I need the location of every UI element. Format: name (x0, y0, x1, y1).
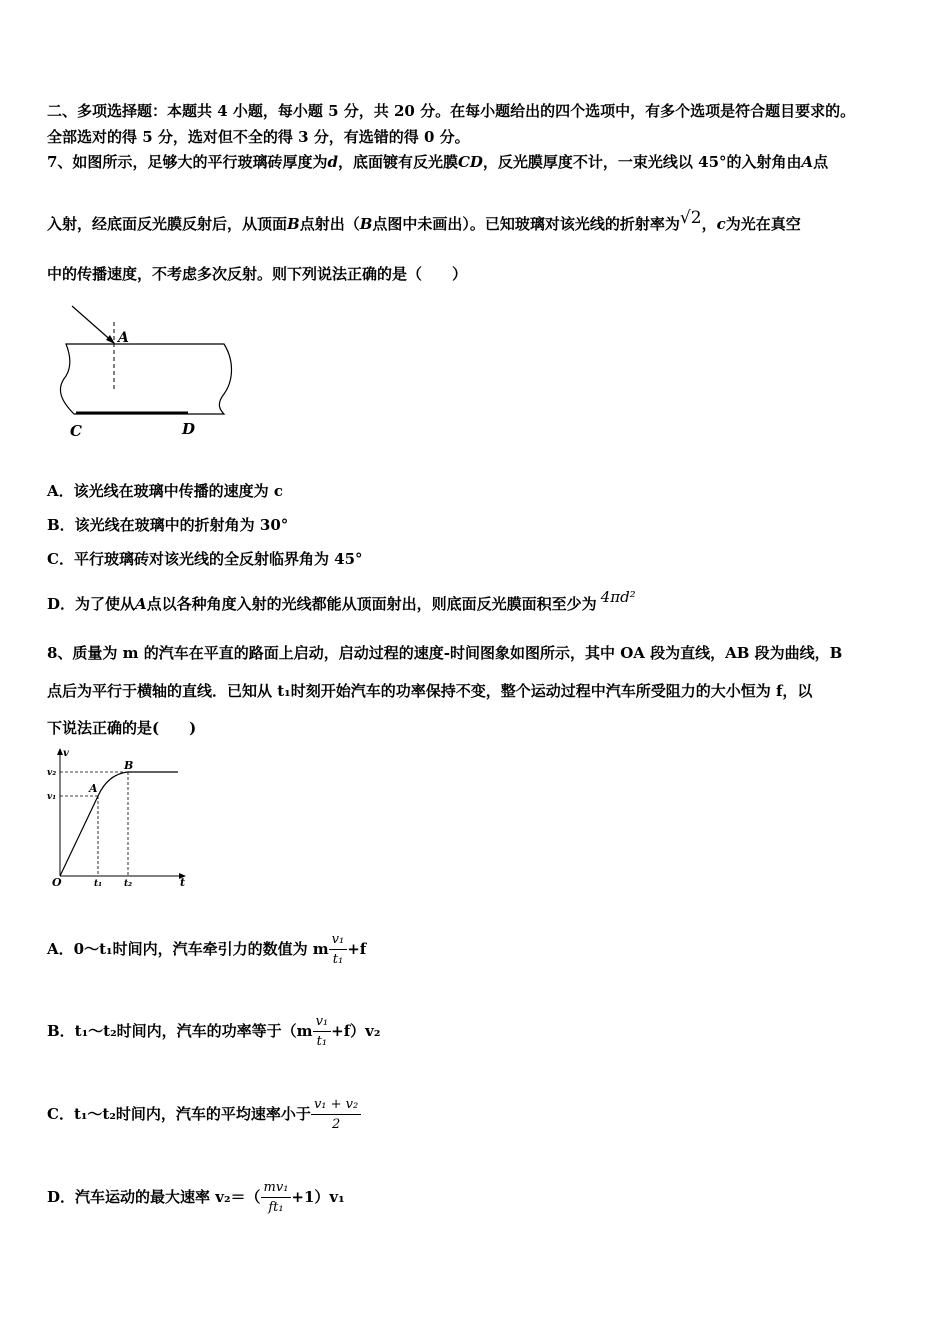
label-o: O (52, 876, 62, 889)
section-header-line-2: 全部选对的得 5 分，选对但不全的得 3 分，有选错的得 0 分。 (47, 128, 470, 146)
q8-stem-line-3: 下说法正确的是( ) (47, 719, 197, 737)
label-v2: v₂ (47, 768, 57, 778)
label-t: t (180, 876, 186, 889)
q8-stem-line-1: 8、质量为 m 的汽车在平直的路面上启动，启动过程的速度-时间图象如图所示，其中 OA 段为直线，AB 段为曲线，B (47, 644, 843, 662)
q8-option-b: B．t₁～t₂时间内，汽车的功率等于（m $\frac{\text{v₁}}{\text{t₁}}$ +f）v₂ (47, 1014, 381, 1049)
q7-option-a: A．该光线在玻璃中传播的速度为 c (47, 482, 283, 500)
glass-block-figure (48, 300, 238, 442)
fraction-v1-t1: $\frac{\text{v₁}}{\text{t₁}}$ (329, 933, 348, 967)
q7-stem-line-3: 中的传播速度，不考虑多次反射。则下列说法正确的是（ ） (47, 265, 468, 283)
label-c: C (70, 422, 82, 440)
fraction-v1-t1: $\frac{\text{v₁}}{\text{t₁}}$ (313, 1015, 332, 1049)
label-v1: v₁ (47, 792, 57, 802)
area-formula: 4πd² (600, 588, 636, 606)
label-t2: t₂ (124, 879, 133, 889)
label-point-a: A (89, 782, 98, 795)
label-d: D (182, 420, 196, 438)
q7-option-d: D．为了使从A点以各种角度入射的光线都能从顶面射出，则底面反光膜面积至少为 4πd² (47, 588, 636, 613)
velocity-curve (60, 772, 178, 876)
q8-option-d: D．汽车运动的最大速率 v₂＝（ $\frac{\text{mv₁}}{\text{ft₁}}$ +1）v₁ (47, 1180, 345, 1215)
fraction-average-speed: $\frac{\text{v₁ + v₂}}{2}$ (311, 1098, 361, 1132)
sqrt2-formula: √2 (679, 208, 702, 228)
vt-graph (44, 744, 194, 889)
q7-stem-line-1: 7、如图所示，足够大的平行玻璃砖厚度为d，底面镀有反光膜CD，反光膜厚度不计，一束光线以 45°的入射角由A点 (47, 153, 829, 171)
q8-option-c: C．t₁～t₂时间内，汽车的平均速率小于 $\frac{\text{v₁ + v₂}}{2}$ (47, 1097, 361, 1132)
incident-ray (72, 306, 114, 343)
q7-option-b: B．该光线在玻璃中的折射角为 30° (47, 516, 289, 534)
glass-block-outline (60, 344, 231, 414)
q7-option-c: C．平行玻璃砖对该光线的全反射临界角为 45° (47, 550, 363, 568)
q8-option-a: A．0～t₁时间内，汽车牵引力的数值为 m $\frac{\text{v₁}}{\text{t₁}}$ +f (47, 932, 367, 967)
label-point-b: B (124, 759, 134, 772)
q8-stem-line-2: 点后为平行于横轴的直线．已知从 t₁时刻开始汽车的功率保持不变，整个运动过程中汽车所受阻力的大小恒为 f，以 (47, 682, 813, 700)
label-v: v (63, 748, 69, 759)
q7-stem-line-2: 入射，经底面反光膜反射后，从顶面B点射出（B点图中未画出）。已知玻璃对该光线的折射率为√2，c为光在真空 (47, 208, 801, 233)
label-a: A (118, 330, 129, 346)
section-header-line-1: 二、多项选择题：本题共 4 小题，每小题 5 分，共 20 分。在每小题给出的四个选项中，有多个选项是符合题目要求的。 (47, 102, 856, 120)
label-t1: t₁ (94, 879, 103, 889)
fraction-mv1-ft1: $\frac{\text{mv₁}}{\text{ft₁}}$ (261, 1181, 292, 1215)
